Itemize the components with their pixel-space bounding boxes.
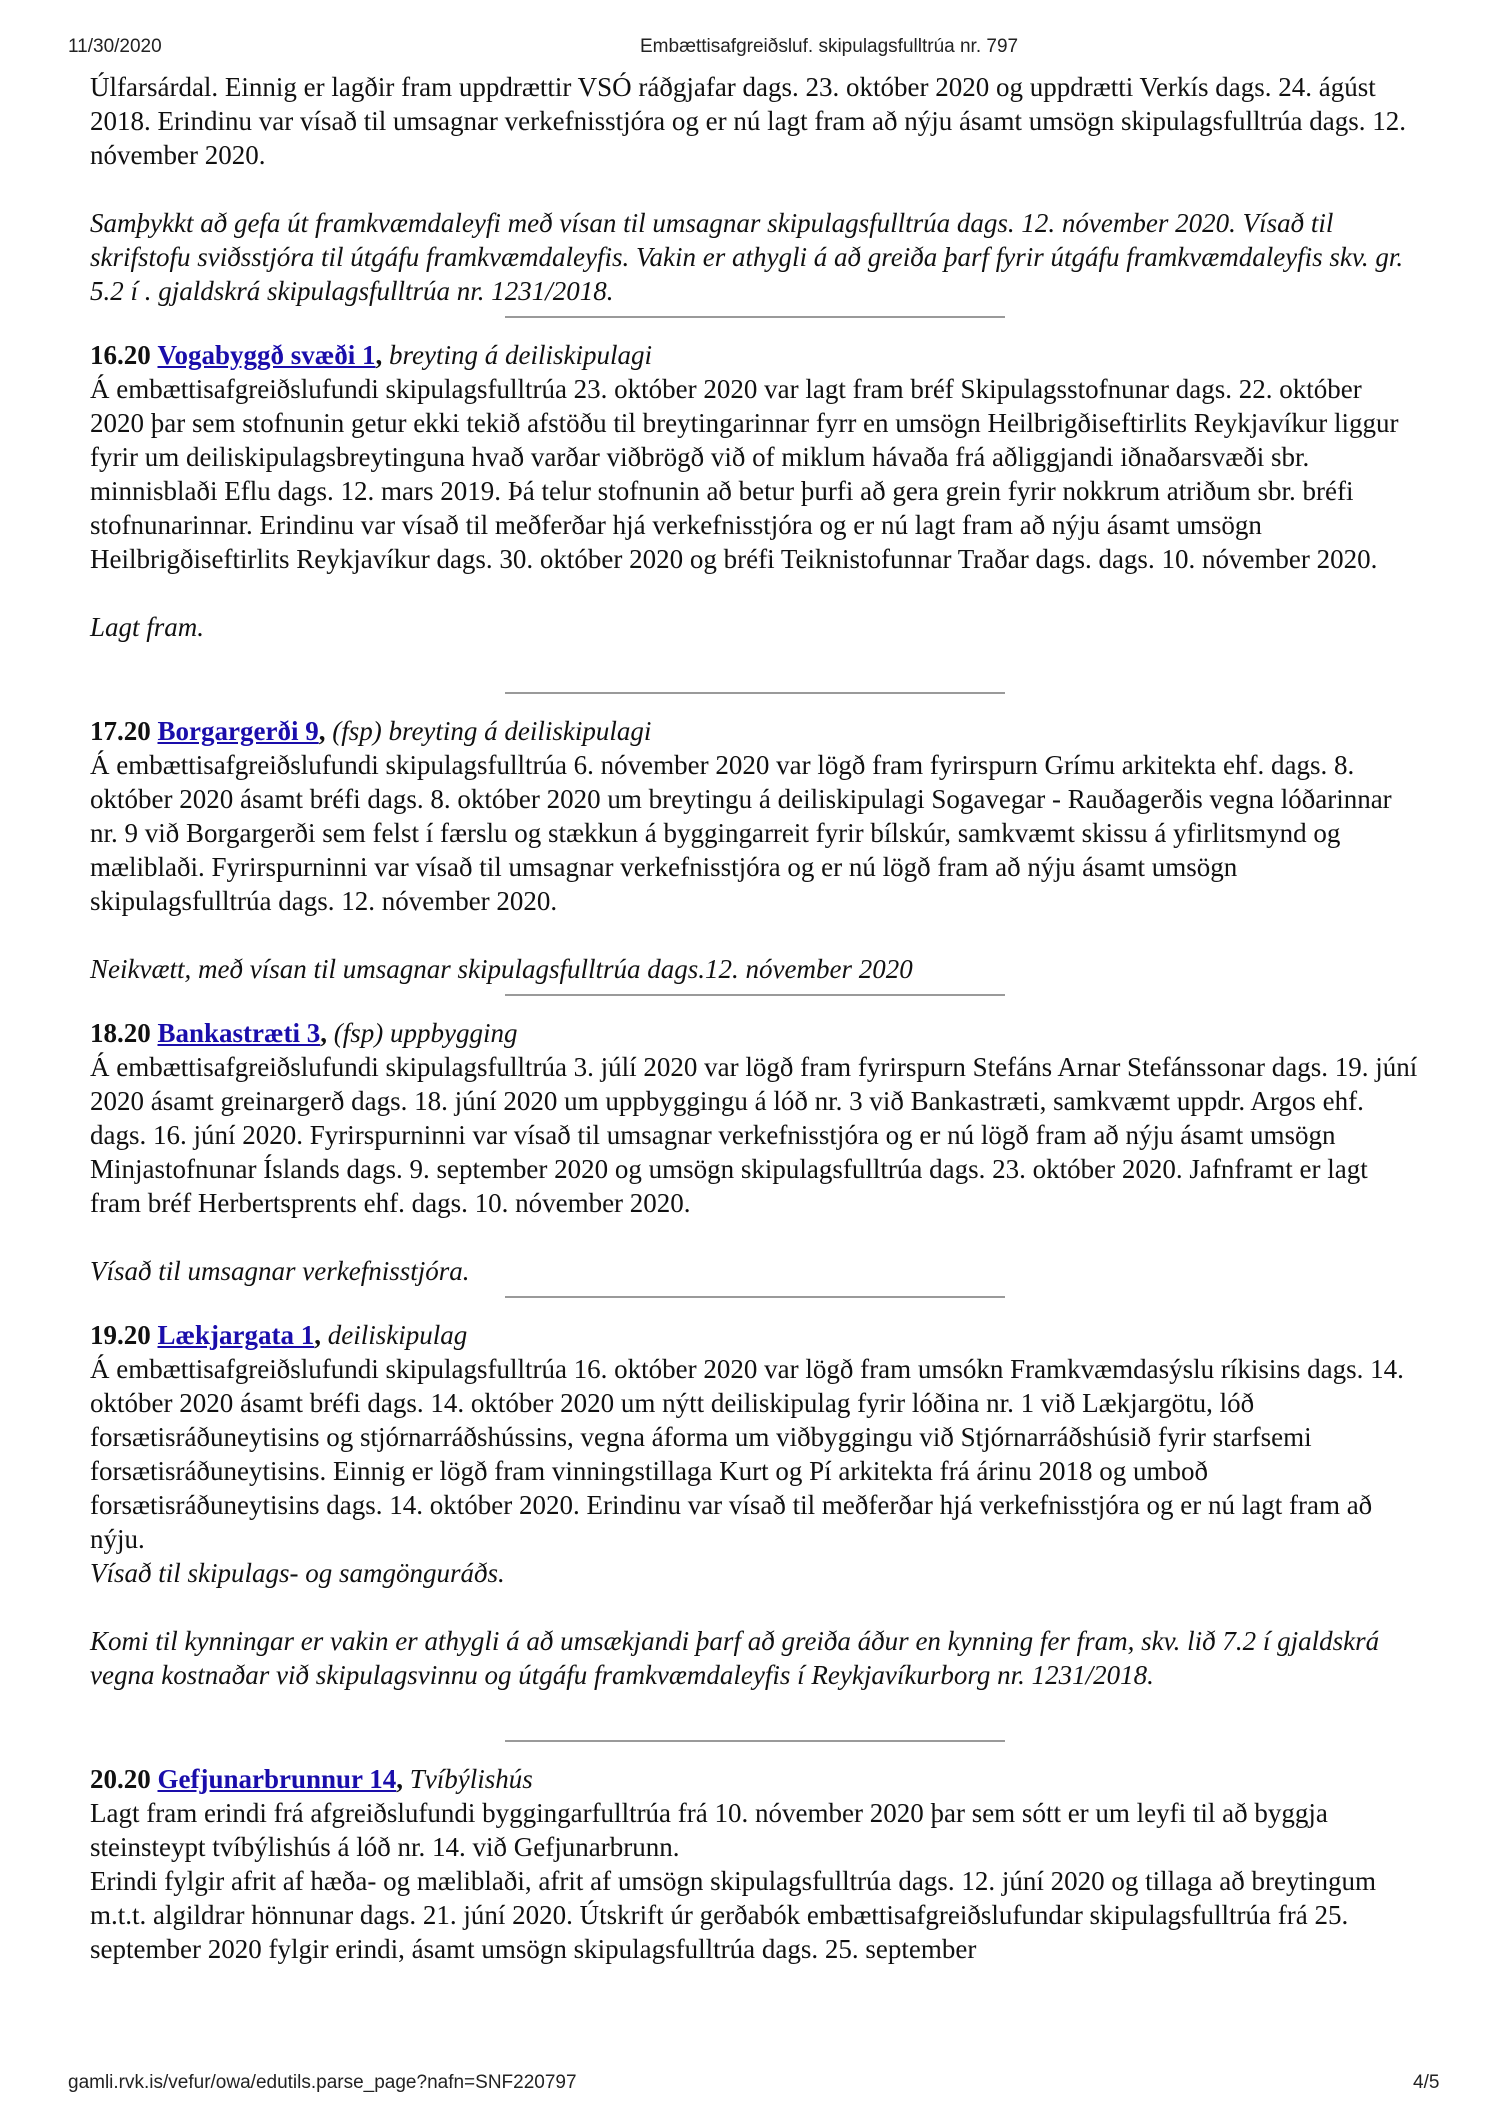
- print-date: 11/30/2020: [68, 36, 162, 57]
- item-heading: [90, 1016, 1420, 1050]
- document-body: [90, 70, 1420, 1966]
- item-link[interactable]: Borgargerði 9: [157, 716, 319, 746]
- separator: [505, 1740, 1005, 1742]
- page-number: 4/5: [1413, 2072, 1440, 2093]
- item-link[interactable]: Lækjargata 1: [157, 1320, 315, 1350]
- item-comma: ,: [314, 1320, 321, 1350]
- item-decision: Lagt fram.: [90, 612, 205, 642]
- item-link[interactable]: Gefjunarbrunnur 14: [157, 1764, 397, 1794]
- item-number: 16.20: [90, 340, 151, 370]
- item-body: Lagt fram erindi frá afgreiðslufundi byggingarfulltrúa frá 10. nóvember 2020 þar sem sótt er um leyfi til að byggja steinsteypt tvíbýlishús á lóð nr. 14. við Gefjunarbrunn.: [90, 1798, 1328, 1862]
- item-heading: [90, 1318, 1420, 1352]
- item-number: 18.20: [90, 1018, 151, 1048]
- item-comma: ,: [375, 340, 383, 370]
- item-heading: [90, 338, 1420, 372]
- item-body-continued: Erindi fylgir afrit af hæða- og mæliblaði, afrit af umsögn skipulagsfulltrúa dags. 12. júní 2020 og tillaga að breytingum m.t.t. algildrar hönnunar dags. 21. júní 2020. Útskrift úr gerðabók embættisafgreiðslufundar skipulagsfulltrúa frá 25. september 2020 fylgir erindi, ásamt umsögn skipulagsfulltrúa dags. 25. september: [90, 1866, 1377, 1964]
- item-body: Á embættisafgreiðslufundi skipulagsfulltrúa 6. nóvember 2020 var lögð fram fyrirspurn Grímu arkitekta ehf. dags. 8. október 2020 ásamt bréfi dags. 8. október 2020 um breytingu á deiliskipulagi Sogavegar - Rauðagerðis vegna lóðarinnar nr. 9 við Borgargerði sem felst í færslu og stækkun á byggingarreit fyrir bílskúr, samkvæmt skissu á yfirlitsmynd og mæliblaði. Fyrirspurninni var vísað til umsagnar verkefnisstjóra og er nú lögð fram að nýju ásamt umsögn skipulagsfulltrúa dags. 12. nóvember 2020.: [90, 750, 1392, 916]
- agenda-item: [90, 1762, 1420, 1966]
- item-comma: ,: [318, 716, 326, 746]
- item-decision: Vísað til umsagnar verkefnisstjóra.: [90, 1256, 470, 1286]
- separator: [505, 994, 1005, 996]
- item-body: Á embættisafgreiðslufundi skipulagsfulltrúa 16. október 2020 var lögð fram umsókn Framkvæmdasýslu ríkisins dags. 14. október 2020 ásamt bréfi dags. 14. október 2020 um nýtt deiliskipulag fyrir lóðina nr. 1 við Lækjargötu, lóð forsætisráðuneytisins og stjórnarráðshússins, vegna áforma um viðbyggingu við Stjórnarráðshúsið fyrir starfsemi forsætisráðuneytisins. Einnig er lögð fram vinningstillaga Kurt og Pí arkitekta frá árinu 2018 og umboð forsætisráðuneytisins dags. 14. október 2020. Erindinu var vísað til meðferðar hjá verkefnisstjóra og er nú lagt fram að nýju.: [90, 1354, 1404, 1554]
- item-decision: Vísað til skipulags- og samgönguráðs.: [90, 1558, 505, 1588]
- item-number: 17.20: [90, 716, 151, 746]
- agenda-item: [90, 338, 1420, 644]
- item-subject: Tvíbýlishús: [409, 1764, 533, 1794]
- item-subject: deiliskipulag: [327, 1320, 468, 1350]
- separator: [505, 692, 1005, 694]
- agenda-item: [90, 1016, 1420, 1288]
- agenda-item: [90, 1318, 1420, 1692]
- item-number: 20.20: [90, 1764, 151, 1794]
- item-note: Komi til kynningar er vakin er athygli á að umsækjandi þarf að greiða áður en kynning fer fram, skv. lið 7.2 í gjaldskrá vegna kostnaðar við skipulagsvinnu og útgáfu framkvæmdaleyfis í Reykjavíkurborg nr. 1231/2018.: [90, 1626, 1380, 1690]
- item-subject: breyting á deiliskipulagi: [389, 340, 653, 370]
- item-comma: ,: [396, 1764, 404, 1794]
- item-number: 19.20: [90, 1320, 151, 1350]
- footer-url: gamli.rvk.is/vefur/owa/edutils.parse_page?nafn=SNF220797: [68, 2072, 577, 2093]
- item-decision: Neikvætt, með vísan til umsagnar skipulagsfulltrúa dags.12. nóvember 2020: [90, 954, 913, 984]
- page-title: Embættisafgreiðsluf. skipulagsfulltrúa nr. 797: [640, 36, 1019, 57]
- item-body: Á embættisafgreiðslufundi skipulagsfulltrúa 23. október 2020 var lagt fram bréf Skipulagsstofnunar dags. 22. október 2020 þar sem stofnunin getur ekki tekið afstöðu til breytingarinnar fyrr en umsögn Heilbrigðiseftirlits Reykjavíkur liggur fyrir um deiliskipulagsbreytinguna hvað varðar viðbrögð við of miklum hávaða frá aðliggjandi iðnaðarsvæði sbr. minnisblaði Eflu dags. 12. mars 2019. Þá telur stofnunin að betur þurfi að gera grein fyrir nokkrum atriðum sbr. bréfi stofnunarinnar. Erindinu var vísað til meðferðar hjá verkefnisstjóra og er nú lagt fram að nýju ásamt umsögn Heilbrigðiseftirlits Reykjavíkur dags. 30. október 2020 og bréfi Teiknistofunnar Traðar dags. dags. 10. nóvember 2020.: [90, 374, 1399, 574]
- intro-text: Úlfarsárdal. Einnig er lagðir fram uppdrættir VSÓ ráðgjafar dags. 23. október 2020 og uppdrætti Verkís dags. 24. ágúst 2018. Erindinu var vísað til umsagnar verkefnisstjóra og er nú lagt fram að nýju ásamt umsögn skipulagsfulltrúa dags. 12. nóvember 2020.: [90, 72, 1406, 170]
- item-subject: (fsp) breyting á deiliskipulagi: [332, 716, 652, 746]
- item-link[interactable]: Vogabyggð svæði 1: [157, 340, 376, 370]
- intro-decision: Samþykkt að gefa út framkvæmdaleyfi með vísan til umsagnar skipulagsfulltrúa dags. 12. nóvember 2020. Vísað til skrifstofu sviðsstjóra til útgáfu framkvæmdaleyfis. Vakin er athygli á að greiða þarf fyrir útgáfu framkvæmdaleyfis skv. gr. 5.2 í . gjaldskrá skipulagsfulltrúa nr. 1231/2018.: [90, 208, 1404, 306]
- item-heading: [90, 1762, 1420, 1796]
- agenda-item: [90, 714, 1420, 986]
- item-link[interactable]: Bankastræti 3: [157, 1018, 321, 1048]
- item-body: Á embættisafgreiðslufundi skipulagsfulltrúa 3. júlí 2020 var lögð fram fyrirspurn Stefáns Arnar Stefánssonar dags. 19. júní 2020 ásamt greinargerð dags. 18. júní 2020 um uppbyggingu á lóð nr. 3 við Bankastræti, samkvæmt uppdr. Argos ehf. dags. 16. júní 2020. Fyrirspurninni var vísað til umsagnar verkefnisstjóra og er nú lögð fram að nýju ásamt umsögn Minjastofnunar Íslands dags. 9. september 2020 og umsögn skipulagsfulltrúa dags. 23. október 2020. Jafnframt er lagt fram bréf Herbertsprents ehf. dags. 10. nóvember 2020.: [90, 1052, 1418, 1218]
- separator: [505, 1296, 1005, 1298]
- separator: [505, 316, 1005, 318]
- item-subject: (fsp) uppbygging: [333, 1018, 518, 1048]
- item-heading: [90, 714, 1420, 748]
- item-comma: ,: [320, 1018, 328, 1048]
